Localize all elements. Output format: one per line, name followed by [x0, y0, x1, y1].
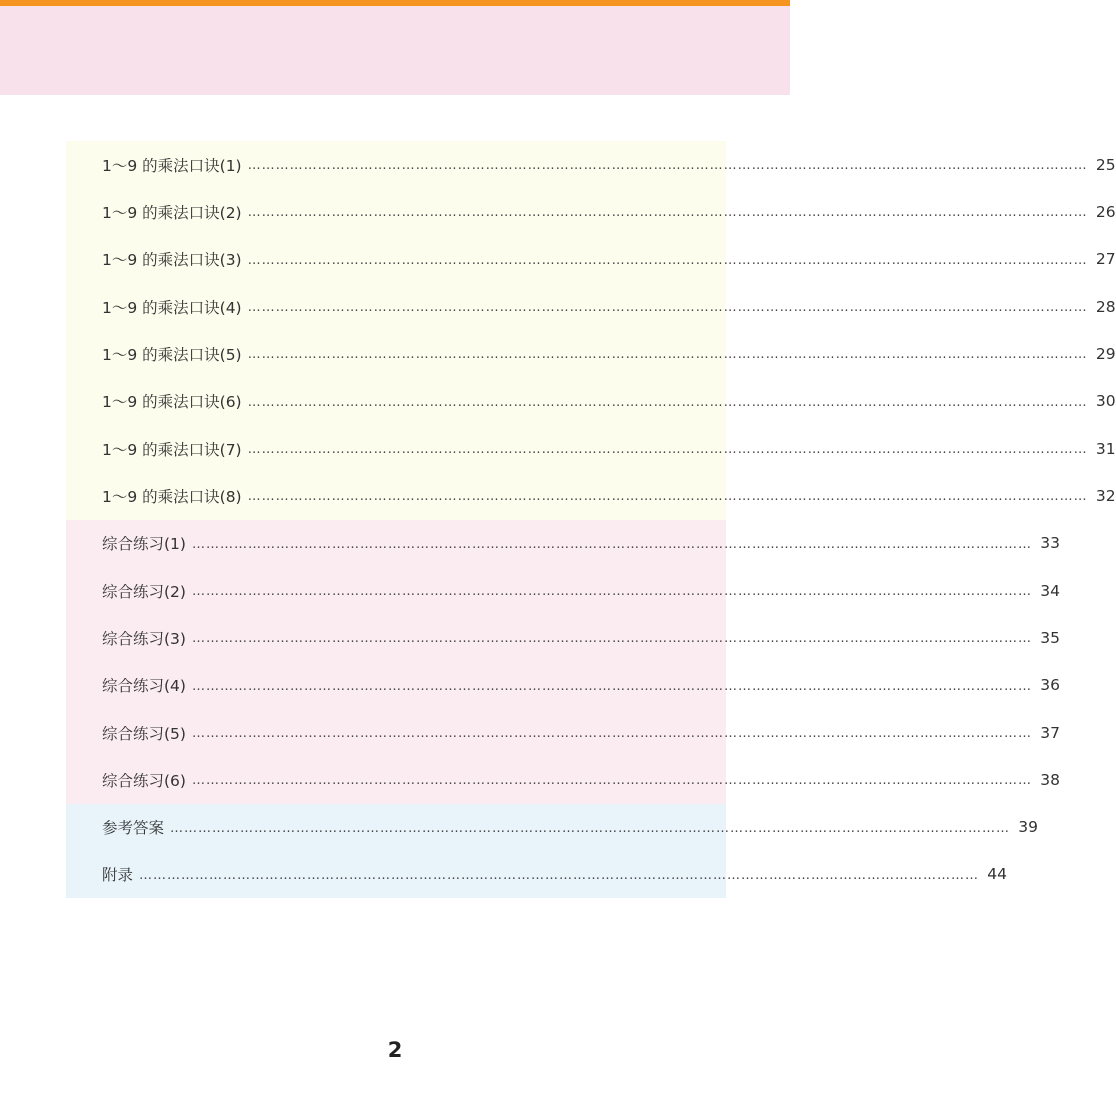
toc-entry[interactable]: [66, 709, 1060, 756]
toc-section-appendix: [66, 804, 1039, 898]
dot-leader: ………………………………………………………………………………………………………………………………………………………………: [247, 489, 1088, 505]
toc-entry[interactable]: [66, 804, 1039, 851]
dot-leader: ………………………………………………………………………………………………………………………………………………………………: [139, 867, 980, 883]
toc-entry-page: 35: [1040, 628, 1060, 647]
dot-leader: ………………………………………………………………………………………………………………………………………………………………: [191, 584, 1032, 600]
dot-leader: ………………………………………………………………………………………………………………………………………………………………: [191, 678, 1032, 694]
toc-entry-title: 综合练习(6): [102, 771, 186, 790]
toc-entry-title: 1～9 的乘法口诀(6): [102, 393, 242, 412]
toc-entry[interactable]: [66, 472, 1116, 519]
toc-entry-title: 1～9 的乘法口诀(4): [102, 298, 242, 317]
toc-entry[interactable]: [66, 662, 1060, 709]
toc-entry[interactable]: [66, 378, 1116, 425]
toc-entry[interactable]: [66, 236, 1116, 283]
dot-leader: ………………………………………………………………………………………………………………………………………………………………: [247, 300, 1088, 316]
toc-entry[interactable]: [66, 141, 1116, 188]
toc-entry-title: 1～9 的乘法口诀(2): [102, 203, 242, 222]
dot-leader: ………………………………………………………………………………………………………………………………………………………………: [247, 394, 1088, 410]
dot-leader: ………………………………………………………………………………………………………………………………………………………………: [191, 773, 1032, 789]
toc-entry-page: 30: [1095, 392, 1116, 411]
toc-entry[interactable]: [66, 520, 1060, 567]
toc-entry-title: 1～9 的乘法口诀(8): [102, 487, 242, 506]
header-band: [0, 6, 790, 95]
toc-entry-page: 25: [1095, 155, 1116, 174]
page-number: 2: [387, 1038, 403, 1062]
toc-entry-title: 综合练习(5): [102, 724, 186, 743]
toc-entry[interactable]: [66, 283, 1116, 330]
toc-entry[interactable]: [66, 188, 1116, 235]
dot-leader: ………………………………………………………………………………………………………………………………………………………………: [191, 631, 1032, 647]
toc-entry[interactable]: [66, 567, 1060, 614]
toc-entry[interactable]: [66, 425, 1116, 472]
dot-leader: ………………………………………………………………………………………………………………………………………………………………: [247, 158, 1088, 174]
toc-entry-page: 38: [1040, 770, 1060, 789]
toc-entry-page: 26: [1095, 202, 1116, 221]
toc-entry-page: 39: [1018, 818, 1039, 837]
toc-entry-page: 27: [1095, 250, 1116, 269]
toc-entry-page: 33: [1040, 534, 1060, 553]
toc-entry-page: 44: [987, 865, 1008, 884]
toc-entry-title: 综合练习(3): [102, 629, 186, 648]
toc-entry-page: 36: [1040, 676, 1060, 695]
dot-leader: ………………………………………………………………………………………………………………………………………………………………: [247, 205, 1088, 221]
toc-entry[interactable]: [66, 330, 1116, 377]
toc-entry[interactable]: [66, 851, 1008, 898]
toc-entry-page: 32: [1095, 486, 1116, 505]
toc-entry-page: 31: [1095, 439, 1116, 458]
toc-entry-page: 34: [1040, 581, 1060, 600]
table-of-contents: [66, 141, 1116, 898]
toc-entry-title: 综合练习(1): [102, 535, 186, 554]
toc-entry-title: 1～9 的乘法口诀(7): [102, 440, 242, 459]
toc-entry-title: 1～9 的乘法口诀(3): [102, 251, 242, 270]
dot-leader: ………………………………………………………………………………………………………………………………………………………………: [247, 442, 1088, 458]
dot-leader: ………………………………………………………………………………………………………………………………………………………………: [247, 347, 1088, 363]
toc-entry-title: 参考答案: [102, 819, 165, 838]
toc-entry[interactable]: [66, 614, 1060, 661]
toc-entry-title: 1～9 的乘法口诀(1): [102, 156, 242, 175]
toc-entry-title: 综合练习(4): [102, 677, 186, 696]
dot-leader: ………………………………………………………………………………………………………………………………………………………………: [170, 820, 1011, 836]
toc-entry-title: 附录: [102, 866, 134, 885]
toc-section-practice: [66, 520, 1060, 804]
toc-entry-title: 1～9 的乘法口诀(5): [102, 345, 242, 364]
toc-entry-page: 37: [1040, 723, 1060, 742]
toc-entry-title: 综合练习(2): [102, 582, 186, 601]
toc-section-multiplication: [66, 141, 1116, 520]
toc-entry-page: 29: [1095, 344, 1116, 363]
dot-leader: ………………………………………………………………………………………………………………………………………………………………: [247, 252, 1088, 268]
dot-leader: ………………………………………………………………………………………………………………………………………………………………: [191, 536, 1032, 552]
toc-entry[interactable]: [66, 756, 1060, 803]
dot-leader: ………………………………………………………………………………………………………………………………………………………………: [191, 726, 1032, 742]
toc-entry-page: 28: [1095, 297, 1116, 316]
